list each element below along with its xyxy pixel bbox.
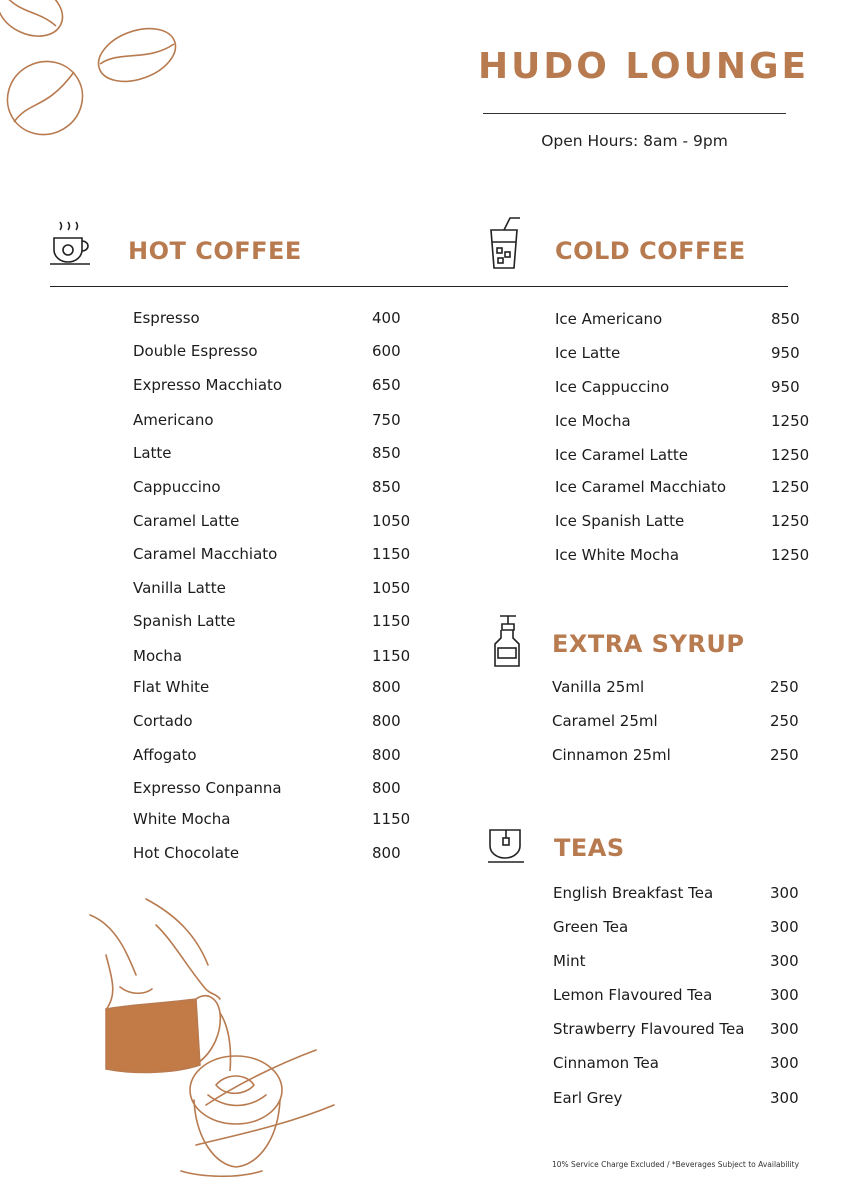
menu-item-name: Mocha xyxy=(133,647,183,665)
menu-item-price: 1250 xyxy=(771,446,810,464)
menu-item-name: Mint xyxy=(553,952,586,970)
menu-item-price: 1150 xyxy=(372,545,411,563)
menu-item-price: 950 xyxy=(771,344,800,362)
menu-item-name: Ice Caramel Latte xyxy=(555,446,689,464)
menu-item-name: Cinnamon 25ml xyxy=(552,746,671,764)
latte-art-pour-illustration xyxy=(86,895,346,1180)
menu-item-name: Expresso Macchiato xyxy=(133,376,283,394)
coffee-beans-illustration xyxy=(0,0,190,145)
menu-item-name: Cappuccino xyxy=(133,478,221,496)
menu-item-price: 800 xyxy=(372,779,401,797)
menu-item-price: 950 xyxy=(771,378,800,396)
menu-item-price: 400 xyxy=(372,309,401,327)
menu-item-price: 300 xyxy=(770,884,799,902)
menu-item-name: Caramel Macchiato xyxy=(133,545,278,563)
menu-item-name: Ice Caramel Macchiato xyxy=(555,478,727,496)
menu-item-name: Spanish Latte xyxy=(133,612,236,630)
menu-item-price: 1150 xyxy=(372,810,411,828)
menu-item-name: Ice White Mocha xyxy=(555,546,680,564)
menu-item-name: Vanilla Latte xyxy=(133,579,226,597)
footnote: 10% Service Charge Excluded / *Beverages Subject to Availability xyxy=(552,1160,800,1169)
menu-item-name: Cortado xyxy=(133,712,193,730)
menu-item-price: 850 xyxy=(372,444,401,462)
menu-item-price: 1250 xyxy=(771,478,810,496)
menu-item-price: 1250 xyxy=(771,512,810,530)
menu-item-price: 1050 xyxy=(372,579,411,597)
menu-item-name: Espresso xyxy=(133,309,200,327)
menu-item-name: Strawberry Flavoured Tea xyxy=(553,1020,745,1038)
menu-item-price: 850 xyxy=(372,478,401,496)
syrup-bottle-icon xyxy=(490,614,524,670)
menu-item-name: Double Espresso xyxy=(133,342,258,360)
menu-item-price: 250 xyxy=(770,746,799,764)
menu-item-price: 1250 xyxy=(771,412,810,430)
menu-item-price: 800 xyxy=(372,844,401,862)
menu-item-price: 1250 xyxy=(771,546,810,564)
menu-item-name: Caramel 25ml xyxy=(552,712,658,730)
menu-item-name: Lemon Flavoured Tea xyxy=(553,986,713,1004)
menu-item-name: Green Tea xyxy=(553,918,629,936)
menu-item-price: 300 xyxy=(770,986,799,1004)
open-hours: Open Hours: 8am - 9pm xyxy=(541,132,728,150)
teas-title: TEAS xyxy=(554,834,625,862)
menu-item-name: Latte xyxy=(133,444,172,462)
hot-coffee-cup-icon xyxy=(48,218,96,272)
menu-item-name: Expresso Conpanna xyxy=(133,779,282,797)
iced-drink-icon xyxy=(486,216,526,272)
menu-item-name: Ice Mocha xyxy=(555,412,631,430)
menu-item-name: Flat White xyxy=(133,678,210,696)
menu-item-price: 250 xyxy=(770,678,799,696)
menu-item-price: 850 xyxy=(771,310,800,328)
menu-item-price: 250 xyxy=(770,712,799,730)
menu-item-name: Vanilla 25ml xyxy=(552,678,645,696)
menu-item-price: 1150 xyxy=(372,612,411,630)
menu-item-name: Affogato xyxy=(133,746,197,764)
menu-item-name: Ice Latte xyxy=(555,344,621,362)
section-divider xyxy=(50,286,788,287)
menu-item-price: 650 xyxy=(372,376,401,394)
menu-item-name: Earl Grey xyxy=(553,1089,623,1107)
menu-item-price: 300 xyxy=(770,918,799,936)
menu-item-price: 800 xyxy=(372,678,401,696)
cold-coffee-title: COLD COFFEE xyxy=(555,237,746,265)
menu-item-name: Ice Americano xyxy=(555,310,663,328)
menu-item-price: 300 xyxy=(770,1020,799,1038)
menu-item-name: Caramel Latte xyxy=(133,512,240,530)
menu-item-name: English Breakfast Tea xyxy=(553,884,714,902)
menu-item-name: Cinnamon Tea xyxy=(553,1054,659,1072)
extra-syrup-title: EXTRA SYRUP xyxy=(552,630,745,658)
menu-item-price: 300 xyxy=(770,1054,799,1072)
hot-coffee-title: HOT COFFEE xyxy=(128,237,302,265)
menu-item-name: Americano xyxy=(133,411,214,429)
brand-title: HUDO LOUNGE xyxy=(478,46,810,87)
menu-item-name: Ice Spanish Latte xyxy=(555,512,685,530)
menu-item-price: 300 xyxy=(770,952,799,970)
menu-item-price: 300 xyxy=(770,1089,799,1107)
menu-item-price: 1050 xyxy=(372,512,411,530)
menu-item-name: White Mocha xyxy=(133,810,231,828)
menu-item-price: 800 xyxy=(372,712,401,730)
menu-item-price: 750 xyxy=(372,411,401,429)
menu-item-price: 800 xyxy=(372,746,401,764)
menu-item-name: Hot Chocolate xyxy=(133,844,240,862)
tea-cup-icon xyxy=(486,826,528,866)
menu-item-price: 600 xyxy=(372,342,401,360)
header-divider xyxy=(483,113,786,114)
menu-item-price: 1150 xyxy=(372,647,411,665)
menu-item-name: Ice Cappuccino xyxy=(555,378,670,396)
